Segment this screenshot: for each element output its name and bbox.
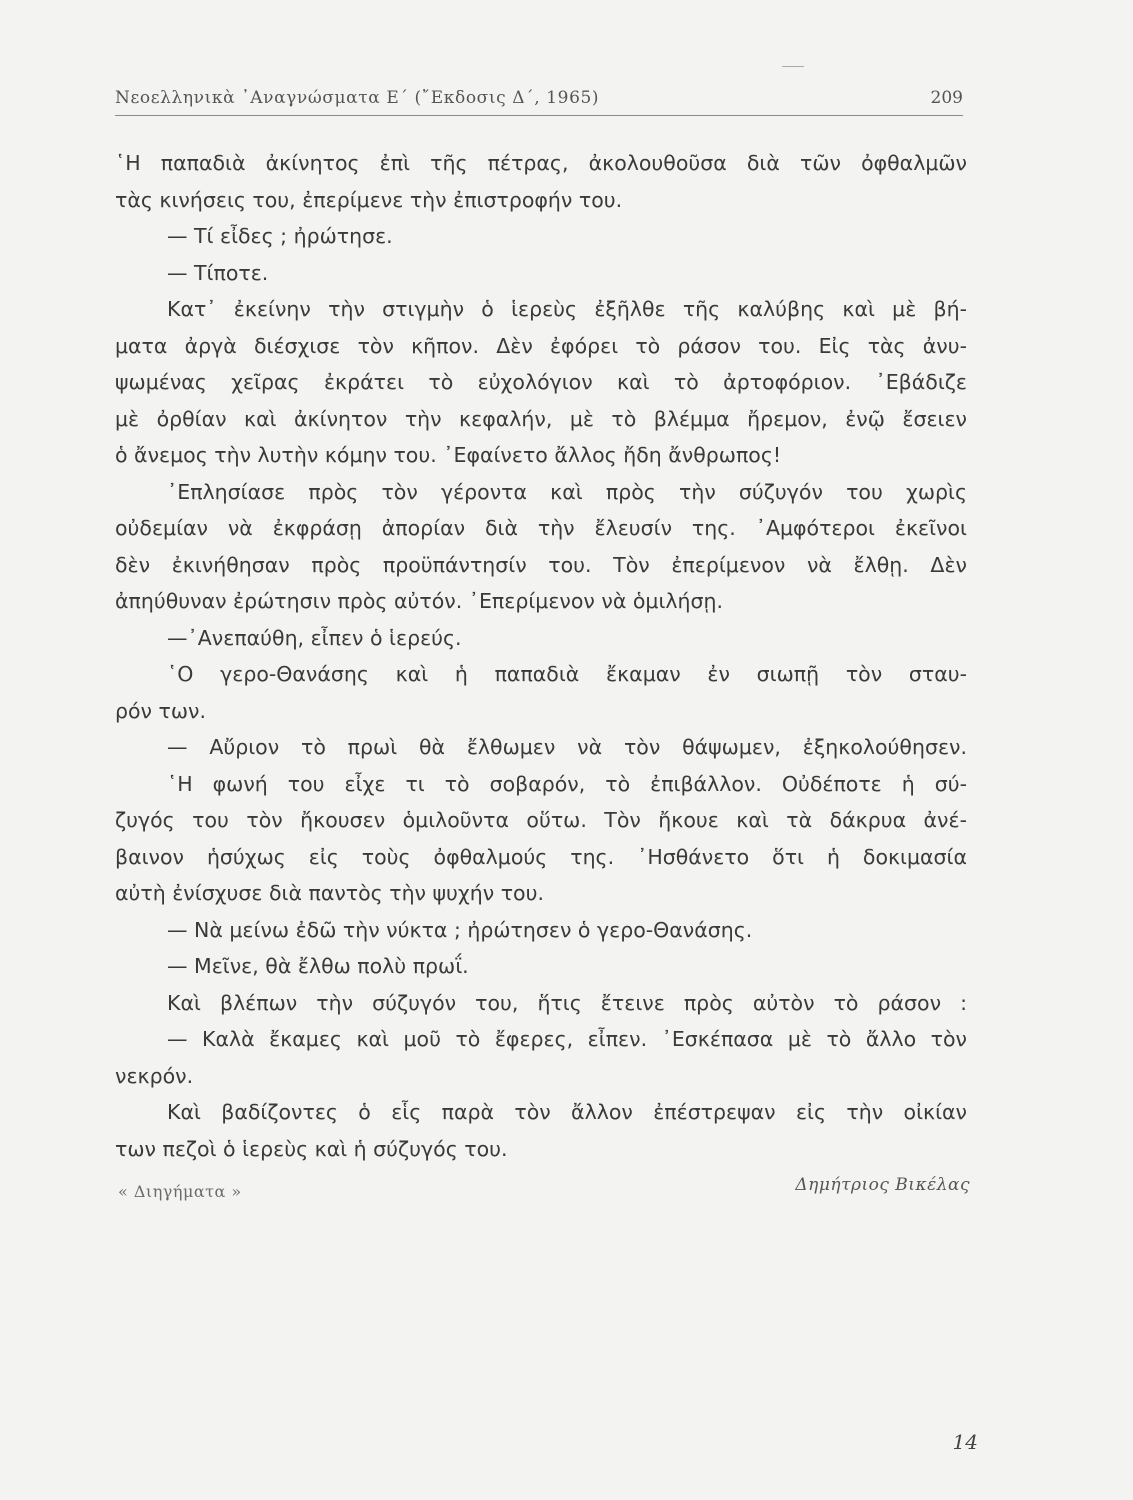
text-line: τὰς κινήσεις του, ἐπερίμενε τὴν ἐπιστροφήν του. xyxy=(115,187,623,212)
text-line: αὐτὴ ἐνίσχυσε διὰ παντὸς τὴν ψυχήν του. xyxy=(115,881,544,905)
text-line: ῾Ο γερο-Θανάσης καὶ ἡ παπαδιὰ ἔκαμαν ἐν σιωπῇ τὸν σταυ- xyxy=(167,662,967,686)
page-header xyxy=(115,80,963,114)
text-line: νεκρόν. xyxy=(115,1063,194,1088)
text-line: μὲ ὀρθίαν καὶ ἀκίνητον τὴν κεφαλήν, μὲ τὸ βλέμμα ἤρεμον, ἐνῷ ἔσειεν xyxy=(115,406,967,431)
text-line: Κατ᾿ ἐκείνην τὴν στιγμὴν ὁ ἱερεὺς ἐξῆλθε τῆς καλύβης καὶ μὲ βή- xyxy=(167,297,967,321)
running-head: Νεοελληνικὰ ᾿Αναγνώσματα Ε΄ (῎Εκδοσις Δ΄, 1965) xyxy=(115,88,600,108)
text-line: ὁ ἄνεμος τὴν λυτὴν κόμην του. ᾿Εφαίνετο ἄλλος ἤδη ἄνθρωπος! xyxy=(115,443,782,467)
author-name: Δημήτριος Βικέλας xyxy=(795,1175,970,1195)
text-line: ᾿Επλησίασε πρὸς τὸν γέροντα καὶ πρὸς τὴν σύζυγόν του χωρὶς xyxy=(167,479,967,504)
text-line: βαινον ἡσύχως εἰς τοὺς ὀφθαλμούς της. ᾿Ησθάνετο ὅτι ἡ δοκιμασία xyxy=(115,844,967,869)
source-citation: « Διηγήματα » xyxy=(118,1182,242,1201)
text-line: Καὶ βαδίζοντες ὁ εἷς παρὰ τὸν ἄλλον ἐπέστρεψαν εἰς τὴν οἰκίαν xyxy=(167,1100,967,1124)
text-line: Καὶ βλέπων τὴν σύζυγόν του, ἥτις ἔτεινε πρὸς αὐτὸν τὸ ράσον : xyxy=(167,990,967,1015)
top-mark-dash xyxy=(782,66,804,67)
text-line: ρόν των. xyxy=(115,698,206,723)
text-line: ἀπηύθυναν ἐρώτησιν πρὸς αὐτόν. ᾿Επερίμενον νὰ ὁμιλήσῃ. xyxy=(115,589,724,613)
page-number: 209 xyxy=(930,88,963,108)
text-line: ζυγός του τὸν ἤκουσεν ὁμιλοῦντα οὕτω. Τὸν ἤκουε καὶ τὰ δάκρυα ἀνέ- xyxy=(115,808,967,832)
text-line: ματα ἀργὰ διέσχισε τὸν κῆπον. Δὲν ἐφόρει τὸ ράσον του. Εἰς τὰς ἀνυ- xyxy=(115,333,967,358)
text-line: δὲν ἐκινήθησαν πρὸς προϋπάντησίν του. Τὸν ἐπερίμενον νὰ ἔλθῃ. Δὲν xyxy=(115,552,967,577)
header-rule xyxy=(115,115,963,116)
text-line: οὐδεμίαν νὰ ἐκφράσῃ ἀπορίαν διὰ τὴν ἔλευσίν της. ᾿Αμφότεροι ἐκεῖνοι xyxy=(115,516,967,540)
text-line: —᾿Ανεπαύθη, εἶπεν ὁ ἱερεύς. xyxy=(167,625,462,650)
text-line: — Μεῖνε, θὰ ἔλθω πολὺ πρωΐ. xyxy=(167,954,469,978)
text-line: — Αὔριον τὸ πρωὶ θὰ ἔλθωμεν νὰ τὸν θάψωμεν, ἐξηκολούθησεν. xyxy=(167,735,967,759)
text-line: ψωμένας χεῖρας ἐκράτει τὸ εὐχολόγιον καὶ τὸ ἀρτοφόριον. ᾿Εβάδιζε xyxy=(115,370,967,394)
body-text xyxy=(115,145,967,1167)
signature-mark: 14 xyxy=(952,1430,978,1454)
text-line: ῾Η παπαδιὰ ἀκίνητος ἐπὶ τῆς πέτρας, ἀκολουθοῦσα διὰ τῶν ὀφθαλμῶν xyxy=(115,151,967,175)
text-line: — Νὰ μείνω ἐδῶ τὴν νύκτα ; ἠρώτησεν ὁ γερο-Θανάσης. xyxy=(167,917,753,942)
text-line: των πεζοὶ ὁ ἱερεὺς καὶ ἡ σύζυγός του. xyxy=(115,1136,508,1161)
text-line: — Τί εἶδες ; ἠρώτησε. xyxy=(167,224,393,248)
text-line: — Καλὰ ἔκαμες καὶ μοῦ τὸ ἔφερες, εἶπεν. ᾿Εσκέπασα μὲ τὸ ἄλλο τὸν xyxy=(167,1027,967,1051)
text-line: ῾Η φωνή του εἶχε τι τὸ σοβαρόν, τὸ ἐπιβάλλον. Οὐδέποτε ἡ σύ- xyxy=(167,771,967,796)
text-line: — Τίποτε. xyxy=(167,260,269,285)
